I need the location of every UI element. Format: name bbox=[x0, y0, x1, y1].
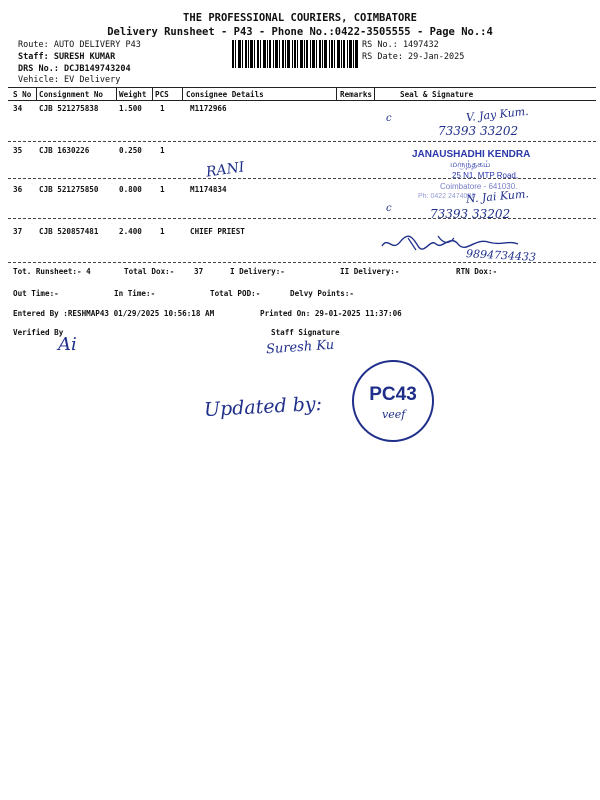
cell-consignment: CJB 520857481 bbox=[39, 227, 99, 236]
out-time-label: Out Time:- bbox=[13, 289, 59, 298]
divider bbox=[374, 88, 375, 100]
cell-sno: 34 bbox=[13, 104, 23, 113]
vehicle-label: Vehicle: EV Delivery bbox=[18, 75, 121, 85]
staff-label: Staff: SURESH KUMAR bbox=[18, 52, 116, 62]
cell-pcs: 1 bbox=[160, 146, 165, 155]
rs-date: RS Date: 29-Jan-2025 bbox=[362, 52, 465, 62]
stamp-phone: Ph: 0422 2474086 bbox=[418, 193, 476, 200]
stamp-tamil: மருந்தகம் bbox=[450, 160, 491, 170]
runsheet-title: Delivery Runsheet - P43 - Phone No.:0422-3505555 - Page No.:4 bbox=[107, 26, 493, 38]
handwritten-name: RANI bbox=[205, 159, 246, 181]
cell-weight: 0.250 bbox=[119, 146, 142, 155]
printed-on: Printed On: 29-01-2025 11:37:06 bbox=[260, 309, 402, 318]
row-divider bbox=[8, 141, 596, 142]
tick-mark: ⅽ bbox=[386, 113, 392, 124]
cell-sno: 37 bbox=[13, 227, 23, 236]
pc43-stamp bbox=[352, 360, 434, 442]
cell-pcs: 1 bbox=[160, 185, 165, 194]
handwritten-phone: 73393 33202 bbox=[438, 124, 519, 138]
rs-number: RS No.: 1497432 bbox=[362, 40, 439, 50]
col-header-weight: Weight bbox=[119, 90, 147, 99]
in-time-label: In Time:- bbox=[114, 289, 156, 298]
divider bbox=[152, 88, 153, 100]
table-header-rule bbox=[8, 100, 596, 101]
staff-signature: Suresh Ku bbox=[265, 337, 335, 358]
cell-consignee: M1172966 bbox=[190, 104, 227, 113]
updated-by-note: Updated by: bbox=[203, 392, 323, 422]
total-pod-label: Total POD:- bbox=[210, 289, 261, 298]
cell-sno: 35 bbox=[13, 146, 23, 155]
tick-mark: ⅽ bbox=[386, 203, 392, 214]
col-header-pcs: PCS bbox=[155, 90, 169, 99]
col-header-remarks: Remarks bbox=[340, 90, 373, 99]
divider bbox=[336, 88, 337, 100]
table-top-rule bbox=[8, 87, 596, 88]
col-header-consignment: Consignment No bbox=[39, 90, 104, 99]
cell-consignment: CJB 521275850 bbox=[39, 185, 99, 194]
total-dox-value: 37 bbox=[194, 267, 204, 276]
delvy-points-label: Delvy Points:- bbox=[290, 289, 355, 298]
col-header-sno: S No bbox=[13, 90, 32, 99]
verified-signature: Ai bbox=[58, 334, 77, 355]
divider bbox=[36, 88, 37, 100]
rtn-dox-label: RTN Dox:- bbox=[456, 267, 498, 276]
divider bbox=[116, 88, 117, 100]
cell-weight: 2.400 bbox=[119, 227, 142, 236]
stamp-name: JANAUSHADHI KENDRA bbox=[412, 149, 531, 160]
stamp-initials: veef bbox=[382, 408, 406, 421]
cell-consignment: CJB 1630226 bbox=[39, 146, 90, 155]
handwritten-phone: 73393 33202 bbox=[430, 207, 511, 221]
cell-consignee: M1174834 bbox=[190, 185, 227, 194]
verified-by-label: Verified By bbox=[13, 328, 64, 337]
total-dox-label: Total Dox:- bbox=[124, 267, 175, 276]
handwritten-name: N. Jai Kum. bbox=[465, 187, 530, 206]
cell-consignment: CJB 521275838 bbox=[39, 104, 99, 113]
entered-by: Entered By :RESHMAP43 01/29/2025 10:56:18 AM bbox=[13, 309, 215, 318]
cell-pcs: 1 bbox=[160, 104, 165, 113]
ii-delivery-label: II Delivery:- bbox=[340, 267, 400, 276]
divider bbox=[182, 88, 183, 100]
cell-weight: 1.500 bbox=[119, 104, 142, 113]
staff-signature-label: Staff Signature bbox=[271, 328, 340, 337]
i-delivery-label: I Delivery:- bbox=[230, 267, 285, 276]
handwritten-phone: 9894734433 bbox=[465, 247, 537, 264]
drs-number: DRS No.: DCJB149743204 bbox=[18, 64, 131, 74]
total-runsheet: Tot. Runsheet:- 4 bbox=[13, 267, 91, 276]
route-label: Route: AUTO DELIVERY P43 bbox=[18, 40, 141, 50]
barcode-image bbox=[232, 40, 358, 68]
company-title: THE PROFESSIONAL COURIERS, COIMBATORE bbox=[183, 12, 417, 24]
stamp-address: 25 N1, MTP Road, bbox=[452, 171, 519, 180]
col-header-seal: Seal & Signature bbox=[400, 90, 474, 99]
col-header-consignee: Consignee Details bbox=[186, 90, 264, 99]
stamp-address: Coimbatore - 641030. bbox=[440, 182, 518, 191]
cell-sno: 36 bbox=[13, 185, 23, 194]
cell-pcs: 1 bbox=[160, 227, 165, 236]
handwritten-name: V. Jay Kum. bbox=[465, 104, 530, 125]
cell-weight: 0.800 bbox=[119, 185, 142, 194]
cell-consignee: CHIEF PRIEST bbox=[190, 227, 245, 236]
pc43-code: PC43 bbox=[369, 384, 417, 405]
